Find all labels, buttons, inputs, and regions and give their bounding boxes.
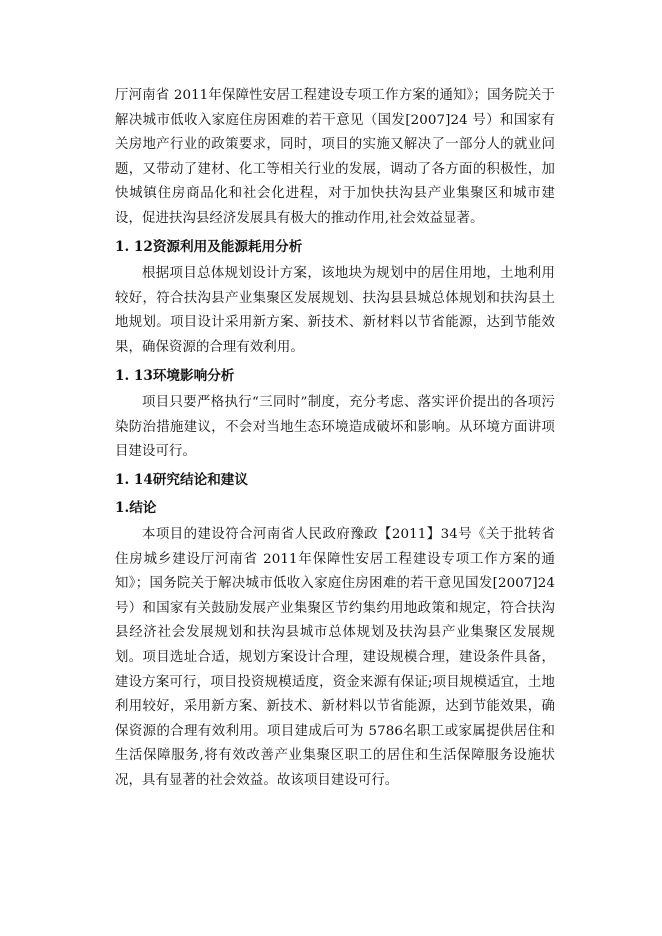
paragraph-conclusion: 本项目的建设符合河南省人民政府豫政【2011】34号《关于批转省住房城乡建设厅河南省 2011年保障性安居工程建设专项工作方案的通知》；国务院关于解决城市低收入家庭住房困难的若干意见国发[2007]24 号）和国家有关鼓励发展产业集聚区节约集约用地政策和规定，符合扶沟县经济社会发展规划和扶沟县城市总体规划及扶沟县产业集聚区发展规划。项目选址合适，规划方案设计合理，建设规模合理，建设条件具备，建设方案可行，项目投资规模适度，资金来源有保证;项目规模适宜，土地利用较好，采用新方案、新技术、新材料以节省能源，达到节能效果，确保资源的合理有效利用。项目建成后可为 5786名职工或家属提供居住和生活保障服务,将有效改善产业集聚区职工的居住和生活保障服务设施状况，具有显著的社会效益。故该项目建设可行。 [115,527,555,789]
paragraph-environment: 项目只要严格执行“三同时”制度，充分考虑、落实评价提出的各项污染防治措施建议，不会对当地生态环境造成破坏和影响。从环境方面讲项目建设可行。 [115,395,555,460]
document-body [115,84,555,794]
subheading-conclusion: 1.结论 [115,499,157,516]
section-heading-conclusions: 1. 14研究结论和建议 [115,471,248,488]
section-heading-resource-energy: 1. 12资源利用及能源耗用分析 [115,238,303,255]
paragraph-resource-energy: 根据项目总体规划设计方案，该地块为规划中的居住用地，土地利用较好，符合扶沟县产业集聚区发展规划、扶沟县县城总体规划和扶沟县土地规划。项目设计采用新方案、新技术、新材料以节省能源，达到节能效果，确保资源的合理有效利用。 [115,266,555,355]
paragraph-policy-continuation: 厅河南省 2011年保障性安居工程建设专项工作方案的通知》；国务院关于解决城市低收入家庭住房困难的若干意见（国发[2007]24 号）和国家有关房地产行业的政策要求，同时，项目的实施又解决了一部分人的就业问题，又带动了建材、化工等相关行业的发展，调动了各方面的积极性，加快城镇住房商品化和社会化进程，对于加快扶沟县产业集聚区和城市建设，促进扶沟县经济发展具有极大的推动作用,社会效益显著。 [115,88,555,226]
section-heading-environment: 1. 13环境影响分析 [115,367,235,384]
